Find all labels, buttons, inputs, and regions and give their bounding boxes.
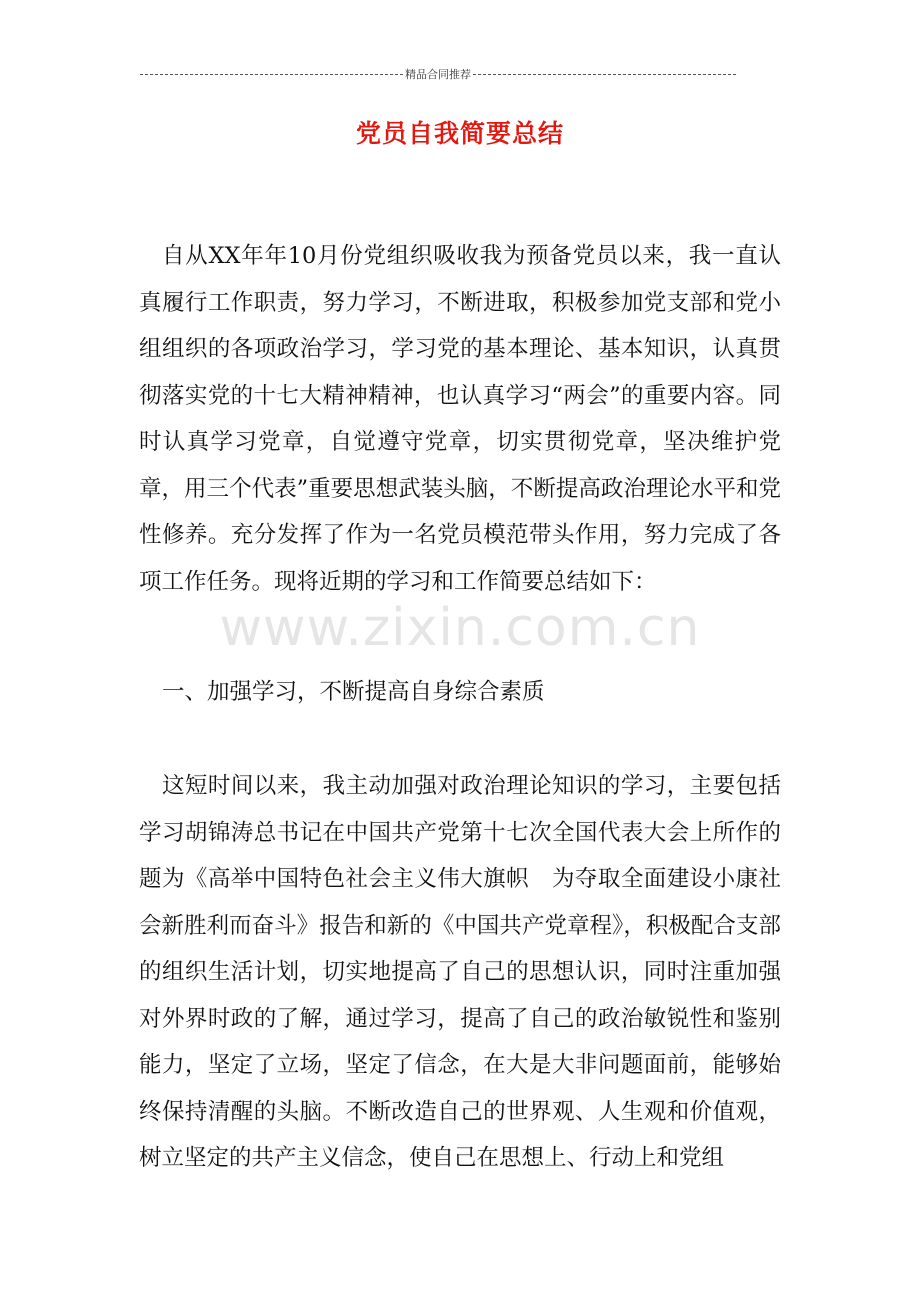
page-header: [140, 66, 736, 82]
header-dash-right: [473, 74, 736, 75]
header-dash-left: [140, 74, 403, 75]
watermark: www.zixin.com.cn: [219, 598, 701, 658]
section-heading: 一、加强学习，不断提高自身综合素质: [162, 679, 545, 705]
intro-paragraph: 自从XX年年10月份党组织吸收我为预备党员以来，我一直认真履行工作职责，努力学习，不断进取，积极参加党支部和党小组组织的各项政治学习，学习党的基本理论、基本知识，认真贯彻落实党的十七大精神精神，也认真学习“两会”的重要内容。同时认真学习党章，自觉遵守党章，切实贯彻党章，坚决维护党章，用三个代表”重要思想武装头脑，不断提高政治理论水平和党性修养。充分发挥了作为一名党员模范带头作用，努力完成了各项工作任务。现将近期的学习和工作简要总结如下：: [139, 243, 781, 595]
header-label: 精品合同推荐: [405, 68, 471, 81]
document-title: 党员自我简要总结: [355, 119, 564, 148]
body-paragraph: 这短时间以来，我主动加强对政治理论知识的学习，主要包括学习胡锦涛总书记在中国共产党第十七次全国代表大会上所作的题为《高举中国特色社会主义伟大旗帜 为夺取全面建设小康社会新胜利而奋斗》报告和新的《中国共产党章程》，积极配合支部的组织生活计划，切实地提高了自己的思想认识，同时注重加强对外界时政的了解，通过学习，提高了自己的政治敏锐性和鉴别能力，坚定了立场，坚定了信念，在大是大非问题面前，能够始终保持清醒的头脑。不断改造自己的世界观、人生观和价值观，树立坚定的共产主义信念，使自己在思想上、行动上和党组: [139, 773, 781, 1171]
